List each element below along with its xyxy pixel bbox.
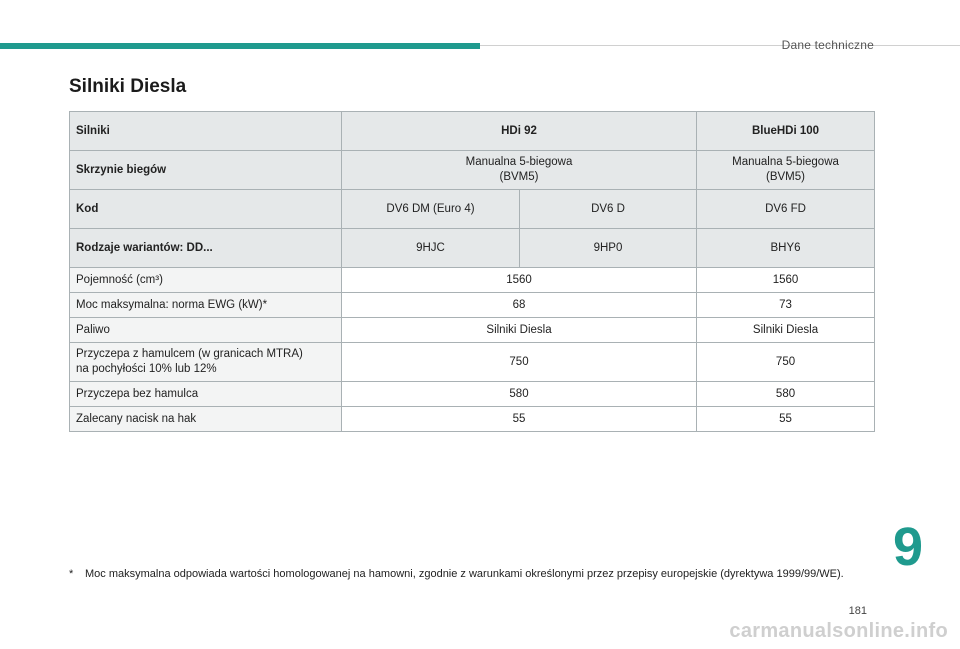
row-label: Skrzynie biegów bbox=[70, 151, 342, 190]
row-label: Kod bbox=[70, 190, 342, 229]
row-label: Silniki bbox=[70, 112, 342, 151]
table-row bbox=[70, 268, 875, 293]
row-label: Przyczepa z hamulcem (w granicach MTRA) na pochyłości 10% lub 12% bbox=[70, 343, 342, 382]
cell-value: 55 bbox=[342, 407, 697, 432]
footnote bbox=[69, 566, 869, 582]
cell-code-1a: DV6 DM (Euro 4) bbox=[342, 190, 520, 229]
cell-gearbox-2: Manualna 5-biegowa (BVM5) bbox=[697, 151, 875, 190]
row-label: Moc maksymalna: norma EWG (kW)* bbox=[70, 293, 342, 318]
table-row-variants bbox=[70, 229, 875, 268]
header-divider bbox=[480, 45, 960, 46]
cell-value: 55 bbox=[697, 407, 875, 432]
cell-value: Silniki Diesla bbox=[697, 318, 875, 343]
cell-gearbox-1: Manualna 5-biegowa (BVM5) bbox=[342, 151, 697, 190]
chapter-title: Dane techniczne bbox=[781, 38, 874, 52]
page-title: Silniki Diesla bbox=[69, 76, 187, 97]
table-row bbox=[70, 382, 875, 407]
table-row bbox=[70, 407, 875, 432]
cell-value: 580 bbox=[697, 382, 875, 407]
cell-value: Silniki Diesla bbox=[342, 318, 697, 343]
table-row bbox=[70, 343, 875, 382]
row-label: Pojemność (cm³) bbox=[70, 268, 342, 293]
table-row-gearboxes bbox=[70, 151, 875, 190]
cell-value: 68 bbox=[342, 293, 697, 318]
table-row-code bbox=[70, 190, 875, 229]
footnote-text: Moc maksymalna odpowiada wartości homologowanej na hamowni, zgodnie z warunkami określonymi przez przepisy europejskie (dyrektywa 1999/99/WE). bbox=[85, 568, 844, 580]
row-label: Zalecany nacisk na hak bbox=[70, 407, 342, 432]
table-row-engines bbox=[70, 112, 875, 151]
chapter-number: 9 bbox=[893, 517, 924, 577]
cell-variant-1b: 9HP0 bbox=[520, 229, 697, 268]
footnote-marker: * bbox=[69, 568, 74, 580]
cell-value: 1560 bbox=[697, 268, 875, 293]
row-label: Rodzaje wariantów: DD... bbox=[70, 229, 342, 268]
cell-engine-bluehdi100: BlueHDi 100 bbox=[697, 112, 875, 151]
page-number: 181 bbox=[848, 605, 867, 617]
cell-code-1b: DV6 D bbox=[520, 190, 697, 229]
cell-value: 750 bbox=[342, 343, 697, 382]
header-accent-bar bbox=[0, 43, 480, 49]
row-label: Paliwo bbox=[70, 318, 342, 343]
cell-value: 1560 bbox=[342, 268, 697, 293]
cell-value: 580 bbox=[342, 382, 697, 407]
cell-value: 750 bbox=[697, 343, 875, 382]
cell-engine-hdi92: HDi 92 bbox=[342, 112, 697, 151]
row-label: Przyczepa bez hamulca bbox=[70, 382, 342, 407]
cell-value: 73 bbox=[697, 293, 875, 318]
table-row bbox=[70, 293, 875, 318]
engine-spec-table bbox=[69, 111, 875, 432]
watermark: carmanualsonline.info bbox=[729, 620, 948, 642]
table-row bbox=[70, 318, 875, 343]
cell-variant-2: BHY6 bbox=[697, 229, 875, 268]
cell-code-2: DV6 FD bbox=[697, 190, 875, 229]
cell-variant-1a: 9HJC bbox=[342, 229, 520, 268]
